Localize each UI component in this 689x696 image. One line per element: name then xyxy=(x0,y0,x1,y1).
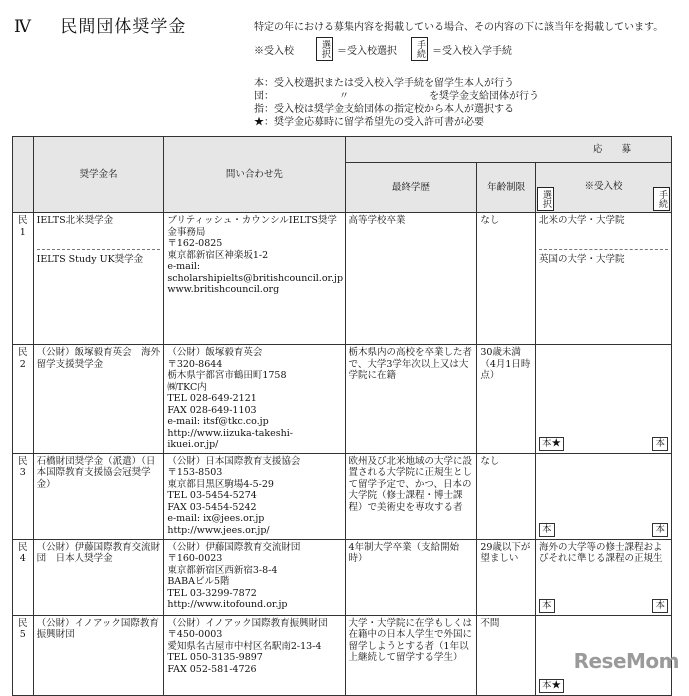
host-school xyxy=(536,213,672,345)
procedure-mark: 本 xyxy=(652,599,668,613)
header-name: 奨学金名 xyxy=(33,137,164,213)
row-id: 民5 xyxy=(13,615,34,695)
contact-info xyxy=(164,453,345,539)
row-id: 民2 xyxy=(13,345,34,454)
legend xyxy=(254,37,534,61)
contact-line: （公財）日本国際教育支援協会 xyxy=(167,455,301,467)
legend-notes xyxy=(254,77,539,129)
host-school-secondary: 英国の大学・大学院 xyxy=(539,249,668,266)
contact-line: 〒160-0023 xyxy=(167,553,223,564)
contact-line: 〒450-0003 xyxy=(167,629,223,640)
age-limit: なし xyxy=(477,453,536,539)
legend-procedure-text: ＝受入校入学手続 xyxy=(432,45,512,57)
table-row xyxy=(13,213,672,345)
legend-select-text: ＝受入校選択 xyxy=(337,45,397,57)
header-school-group xyxy=(536,163,672,213)
age-limit: なし xyxy=(477,213,536,345)
legend-select-box: 選択 xyxy=(316,37,333,61)
contact-line: http://www.jees.or.jp/ xyxy=(167,524,270,536)
scholarship-name-secondary: IELTS Study UK奨学金 xyxy=(37,249,161,266)
contact-line: （公財）飯塚毅育英会 xyxy=(167,347,263,358)
scholarship-name xyxy=(33,213,164,345)
contact-line: TEL 050-3135-9897 xyxy=(167,652,263,663)
scholarship-name: （公財）イノアック国際教育振興財団 xyxy=(33,615,164,695)
contact-line: FAX 028-649-1103 xyxy=(167,404,257,416)
note-line: 指：受入校は奨学金支給団体の指定校から本人が選択する xyxy=(254,104,514,115)
header-procedure: 手続 xyxy=(653,187,670,211)
note-line: 本：受入校選択または受入校入学手続を留学生本人が行う xyxy=(254,78,514,89)
section-title xyxy=(14,12,186,37)
contact-line: 栃木県宇都宮市鶴田町1758 xyxy=(167,370,287,381)
contact-line: ブリティッシュ・カウンシルIELTS奨学金事務局 xyxy=(167,215,337,238)
host-school xyxy=(536,453,672,539)
table-row xyxy=(13,453,672,539)
contact-line: e-mail: ix@jees.or.jp xyxy=(167,513,265,524)
contact-line: 東京都新宿区西新宿3-8-4 xyxy=(167,564,278,576)
contact-line: TEL 028-649-2121 xyxy=(167,393,257,404)
host-school xyxy=(536,539,672,615)
age-limit: 29歳以下が望ましい xyxy=(477,539,536,615)
scholarship-name-primary: IELTS北米奨学金 xyxy=(36,215,114,226)
contact-line: e-mail: itsf@tkc.co.jp xyxy=(167,416,269,427)
contact-line: TEL 03-3299-7872 xyxy=(167,587,257,599)
table-row xyxy=(13,539,672,615)
education-requirement: 栃木県内の高校を卒業した者で、大学3学年次以上又は大学院に在籍 xyxy=(345,345,477,454)
contact-line: www.britishcouncil.org xyxy=(167,284,280,295)
contact-info xyxy=(164,539,345,615)
contact-line: 東京都新宿区神楽坂1-2 xyxy=(167,249,269,261)
legend-procedure-box: 手続 xyxy=(411,37,428,61)
procedure-mark: 本 xyxy=(652,437,668,451)
contact-line: 〒320-8644 xyxy=(167,358,223,370)
note-line: 団： 〃 を奨学金支給団体が行う xyxy=(254,91,539,102)
select-mark: 本 xyxy=(539,599,555,613)
host-school-primary: 海外の大学等の修士課程およびそれに準じる課程の正規生 xyxy=(539,541,663,564)
education-requirement: 高等学校卒業 xyxy=(345,213,477,345)
row-id: 民3 xyxy=(13,453,34,539)
note-line: ★：奨学金応募時に留学希望先の受入許可書が必要 xyxy=(254,117,484,128)
section-title-text: 民間団体奨学金 xyxy=(60,17,187,37)
scholarship-name: 石橋財団奨学金（派遣）（日本国際教育支援協会冠奨学金） xyxy=(33,453,164,539)
contact-line: BABAビル5階 xyxy=(167,576,230,587)
contact-info xyxy=(164,213,345,345)
contact-line: 愛知県名古屋市中村区名駅南2-13-4 xyxy=(167,640,322,652)
header-contact: 問い合わせ先 xyxy=(164,137,345,213)
select-mark: 本★ xyxy=(539,679,564,693)
contact-line: （公財）イノアック国際教育振興財団 xyxy=(167,617,328,629)
education-requirement: 4年制大学卒業（支給開始時） xyxy=(345,539,477,615)
header-apply: 応 募 xyxy=(345,137,671,163)
section-number: Ⅳ xyxy=(14,17,32,37)
intro-note: 特定の年における募集内容を掲載している場合、その内容の下に該当年を掲載しています。 xyxy=(254,22,664,33)
scholarship-name: （公財）伊藤国際教育交流財団 日本人奨学金 xyxy=(33,539,164,615)
contact-line: 〒153-8503 xyxy=(167,467,223,478)
scholarship-name: （公財）飯塚毅育英会 海外留学支援奨学金 xyxy=(33,345,164,454)
contact-line: http://www.itofound.or.jp xyxy=(167,599,288,610)
education-requirement: 欧州及び北米地域の大学に設置される大学院に正規生として留学予定で、かつ、日本の大学院（修士課程・博士課程）で美術史を専攻する者 xyxy=(345,453,477,539)
contact-line: e-mail: scholarshipielts@britishcouncil.or.jp xyxy=(167,261,344,284)
legend-label: ※受入校 xyxy=(254,45,294,57)
select-mark: 本 xyxy=(539,523,555,537)
header-school: ※受入校 xyxy=(584,181,623,192)
contact-line: 東京都目黒区駒場4-5-29 xyxy=(167,478,274,490)
contact-info xyxy=(164,345,345,454)
contact-line: ㈱TKC内 xyxy=(167,381,207,393)
procedure-mark: 本 xyxy=(652,523,668,537)
age-limit: 不問 xyxy=(477,615,536,695)
contact-line: http://www.iizuka-takeshi-ikuei.or.jp/ xyxy=(167,427,293,450)
row-id: 民1 xyxy=(13,213,34,345)
contact-line: 〒162-0825 xyxy=(167,238,223,249)
contact-line: FAX 052-581-4726 xyxy=(167,663,257,675)
host-school-primary: 北米の大学・大学院 xyxy=(539,215,625,226)
header-education: 最終学歴 xyxy=(345,163,477,213)
watermark-logo: ReseMom xyxy=(573,649,679,673)
contact-line: （公財）伊藤国際教育交流財団 xyxy=(167,541,301,553)
header-age: 年齢制限 xyxy=(477,163,536,213)
contact-info xyxy=(164,615,345,695)
contact-line: TEL 03-5454-5274 xyxy=(167,490,257,501)
host-school xyxy=(536,345,672,454)
table-row xyxy=(13,345,672,454)
header-select: 選択 xyxy=(537,187,554,211)
education-requirement: 大学・大学院に在学もしくは在籍中の日本人学生で外国に留学しようとする者（1年以上継続して留学する学生） xyxy=(345,615,477,695)
age-limit: 30歳未満（4月1日時点） xyxy=(477,345,536,454)
contact-line: FAX 03-5454-5242 xyxy=(167,501,257,513)
scholarship-table xyxy=(12,136,672,696)
row-id: 民4 xyxy=(13,539,34,615)
select-mark: 本★ xyxy=(539,437,564,451)
